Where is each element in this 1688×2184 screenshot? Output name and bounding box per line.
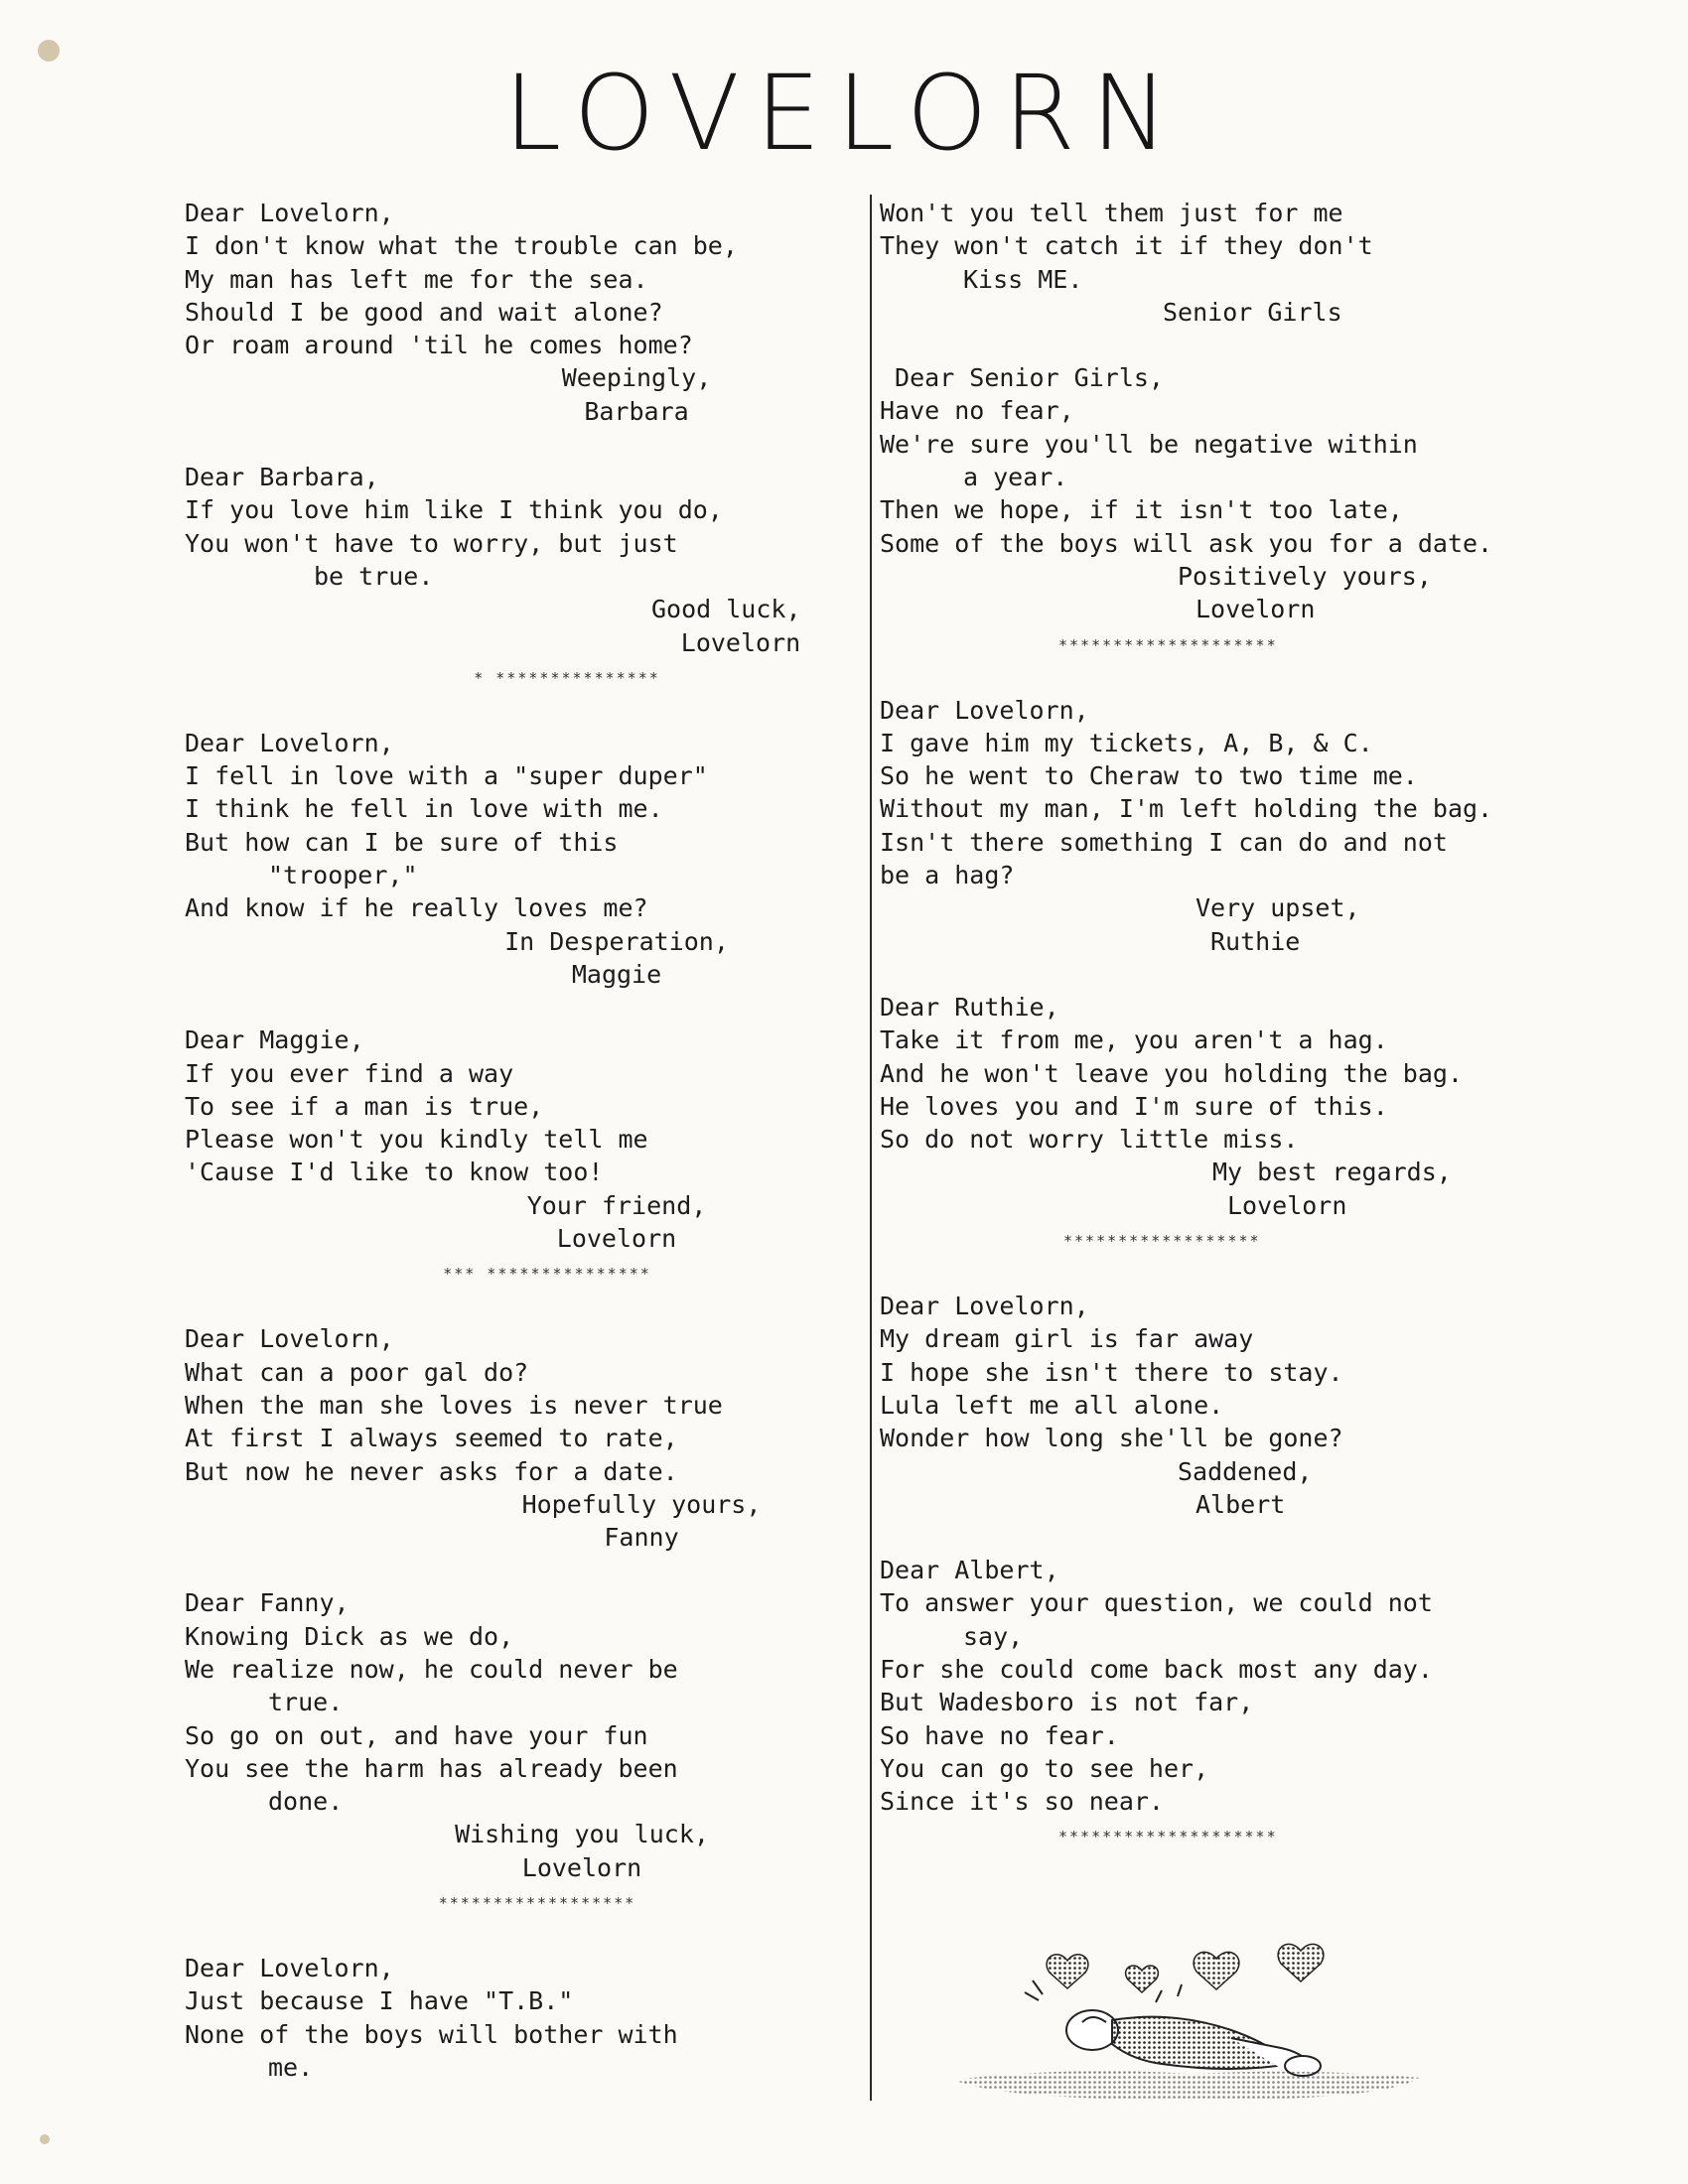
left-column xyxy=(185,197,830,2116)
letter-line: But how can I be sure of this xyxy=(185,827,619,857)
separator-stars: ******************** xyxy=(1058,1828,1278,1846)
letter-line: Dear Lovelorn, xyxy=(185,1954,394,1983)
heart-icon xyxy=(1194,1952,1239,1989)
letter-line: I gave him my tickets, A, B, & C. xyxy=(880,728,1373,757)
letter-line-indented: true. xyxy=(268,1688,344,1717)
letter-ruthie xyxy=(880,694,1595,958)
letter-line: Since it's so near. xyxy=(880,1787,1164,1817)
signature-name: Maggie xyxy=(571,959,662,989)
letter-line: You won't have to worry, but just xyxy=(185,528,678,558)
signature-name: Lovelorn xyxy=(1196,595,1316,624)
signature-closing: In Desperation, xyxy=(504,926,729,956)
letter-tb-continued xyxy=(880,197,1595,329)
letter-line: Dear Lovelorn, xyxy=(185,199,394,227)
letter-line-indented: "trooper," xyxy=(268,861,418,890)
letter-line-indented: Kiss ME. xyxy=(963,264,1083,294)
signature-closing: Saddened, xyxy=(1178,1456,1313,1486)
letter-line: be a hag? xyxy=(880,861,1015,890)
letter-line: At first I always seemed to rate, xyxy=(185,1424,678,1453)
letter-line: Dear Fanny, xyxy=(185,1588,350,1618)
letter-line: If you ever find a way xyxy=(185,1058,514,1088)
signature-closing: Hopefully yours, xyxy=(521,1489,762,1519)
letter-line: You see the harm has already been xyxy=(185,1753,678,1783)
letter-line: We realize now, he could never be xyxy=(185,1654,678,1684)
signature-name: Lovelorn xyxy=(1227,1190,1347,1220)
signature-name: Lovelorn xyxy=(680,627,801,657)
letter-line: I fell in love with a "super duper" xyxy=(185,761,708,791)
letter-line: 'Cause I'd like to know too! xyxy=(185,1158,604,1187)
signature-name: Fanny xyxy=(604,1523,679,1553)
letter-line: And know if he really loves me? xyxy=(185,893,648,923)
letter-line: I think he fell in love with me. xyxy=(185,794,663,824)
hearts-sleeping-figure-icon xyxy=(933,1921,1430,2110)
letter-line: Dear Lovelorn, xyxy=(185,728,394,757)
signature-closing: Weepingly, xyxy=(561,363,712,393)
signature-closing: Wishing you luck, xyxy=(455,1820,709,1849)
letter-line: Then we hope, if it isn't too late, xyxy=(880,495,1403,525)
letter-line: So do not worry little miss. xyxy=(880,1125,1299,1155)
letter-line: None of the boys will bother with xyxy=(185,2019,678,2049)
reply-ruthie xyxy=(880,991,1595,1222)
letter-line: Dear Albert, xyxy=(880,1556,1059,1585)
reclining-figure-icon xyxy=(1066,2010,1321,2076)
letter-line: Should I be good and wait alone? xyxy=(185,297,663,327)
letter-line: They won't catch it if they don't xyxy=(880,231,1373,261)
letter-line: I hope she isn't there to stay. xyxy=(880,1357,1343,1387)
column-divider xyxy=(870,195,872,2101)
letter-line: Won't you tell them just for me xyxy=(880,199,1343,227)
letter-line: My dream girl is far away xyxy=(880,1324,1254,1354)
separator-stars: *** *************** xyxy=(443,1265,651,1284)
signature-name: Barbara xyxy=(584,396,689,426)
letter-line-indented: say, xyxy=(963,1621,1024,1651)
letter-line: Have no fear, xyxy=(880,396,1074,426)
letter-line: When the man she loves is never true xyxy=(185,1390,723,1420)
letter-line: Without my man, I'm left holding the bag. xyxy=(880,794,1493,824)
heart-icon xyxy=(1047,1955,1088,1988)
signature-closing: Good luck, xyxy=(651,595,801,624)
paper-stain xyxy=(40,2134,50,2144)
letter-line: Knowing Dick as we do, xyxy=(185,1621,514,1651)
letter-line: I don't know what the trouble can be, xyxy=(185,231,738,261)
signature-name: Albert xyxy=(1196,1489,1286,1519)
heart-icon xyxy=(1126,1966,1159,1992)
letter-line: Dear Ruthie, xyxy=(880,992,1059,1022)
reply-albert xyxy=(880,1554,1595,1818)
letter-line: We're sure you'll be negative within xyxy=(880,429,1418,459)
right-column xyxy=(880,197,1595,1885)
signature-closing: My best regards, xyxy=(1212,1158,1452,1187)
letter-line: My man has left me for the sea. xyxy=(185,264,648,294)
letter-barbara xyxy=(185,197,830,428)
reply-senior-girls xyxy=(880,361,1595,625)
letter-line: Dear Senior Girls, xyxy=(880,363,1164,393)
letter-line-indented: done. xyxy=(268,1787,344,1817)
signature-name: Ruthie xyxy=(1210,926,1301,956)
signature-name: Senior Girls xyxy=(1163,297,1342,327)
letter-line: He loves you and I'm sure of this. xyxy=(880,1091,1388,1121)
letter-maggie xyxy=(185,727,830,991)
letter-line: To see if a man is true, xyxy=(185,1091,544,1121)
letter-line: To answer your question, we could not xyxy=(880,1588,1433,1618)
letter-line: Dear Lovelorn, xyxy=(880,695,1089,725)
letter-line: Some of the boys will ask you for a date. xyxy=(880,528,1493,558)
letter-line: But Wadesboro is not far, xyxy=(880,1688,1254,1717)
signature-name: Lovelorn xyxy=(521,1852,642,1882)
page-title: LOVELORN xyxy=(503,53,1185,174)
letter-line-indented: be true. xyxy=(314,561,434,591)
letter-line: For she could come back most any day. xyxy=(880,1654,1433,1684)
reply-barbara xyxy=(185,461,830,659)
letter-line: If you love him like I think you do, xyxy=(185,495,723,525)
letter-line: Dear Maggie, xyxy=(185,1025,364,1055)
letter-line: So he went to Cheraw to two time me. xyxy=(880,761,1418,791)
letter-line: You can go to see her, xyxy=(880,1753,1209,1783)
heart-icon xyxy=(1278,1944,1324,1981)
letter-line-indented: me. xyxy=(268,2052,314,2082)
signature-closing: Your friend, xyxy=(526,1190,707,1220)
reply-maggie xyxy=(185,1024,830,1255)
letter-line: Isn't there something I can do and not xyxy=(880,827,1448,857)
letter-line: What can a poor gal do? xyxy=(185,1357,529,1387)
letter-line: Take it from me, you aren't a hag. xyxy=(880,1025,1388,1055)
separator-stars: * *************** xyxy=(474,668,660,687)
letter-line: Or roam around 'til he comes home? xyxy=(185,331,693,360)
letter-line: Wonder how long she'll be gone? xyxy=(880,1424,1343,1453)
letter-line: Dear Lovelorn, xyxy=(880,1292,1089,1321)
letter-line: So go on out, and have your fun xyxy=(185,1720,648,1750)
letter-line: But now he never asks for a date. xyxy=(185,1456,678,1486)
letter-line: And he won't leave you holding the bag. xyxy=(880,1058,1463,1088)
separator-stars: ******************** xyxy=(1058,635,1278,654)
letter-line: Just because I have "T.B." xyxy=(185,1986,574,2016)
ground-shading xyxy=(953,2071,1420,2100)
paper-stain xyxy=(38,40,60,62)
reply-fanny xyxy=(185,1586,830,1884)
letter-albert xyxy=(880,1290,1595,1521)
letter-body xyxy=(185,197,830,361)
letter-line: Dear Lovelorn, xyxy=(185,1324,394,1354)
letter-line: Dear Barbara, xyxy=(185,463,379,492)
letter-tb xyxy=(185,1952,830,2084)
separator-stars: ****************** xyxy=(438,1894,636,1913)
letter-line: Please won't you kindly tell me xyxy=(185,1125,648,1155)
letter-line: So have no fear. xyxy=(880,1720,1119,1750)
signature-name: Lovelorn xyxy=(556,1224,677,1254)
signature-closing: Very upset, xyxy=(1196,893,1360,923)
letter-line-indented: a year. xyxy=(963,463,1068,492)
letter-fanny xyxy=(185,1322,830,1554)
separator-stars: ****************** xyxy=(1063,1232,1261,1251)
letter-line: Lula left me all alone. xyxy=(880,1390,1224,1420)
signature-closing: Positively yours, xyxy=(1178,561,1432,591)
